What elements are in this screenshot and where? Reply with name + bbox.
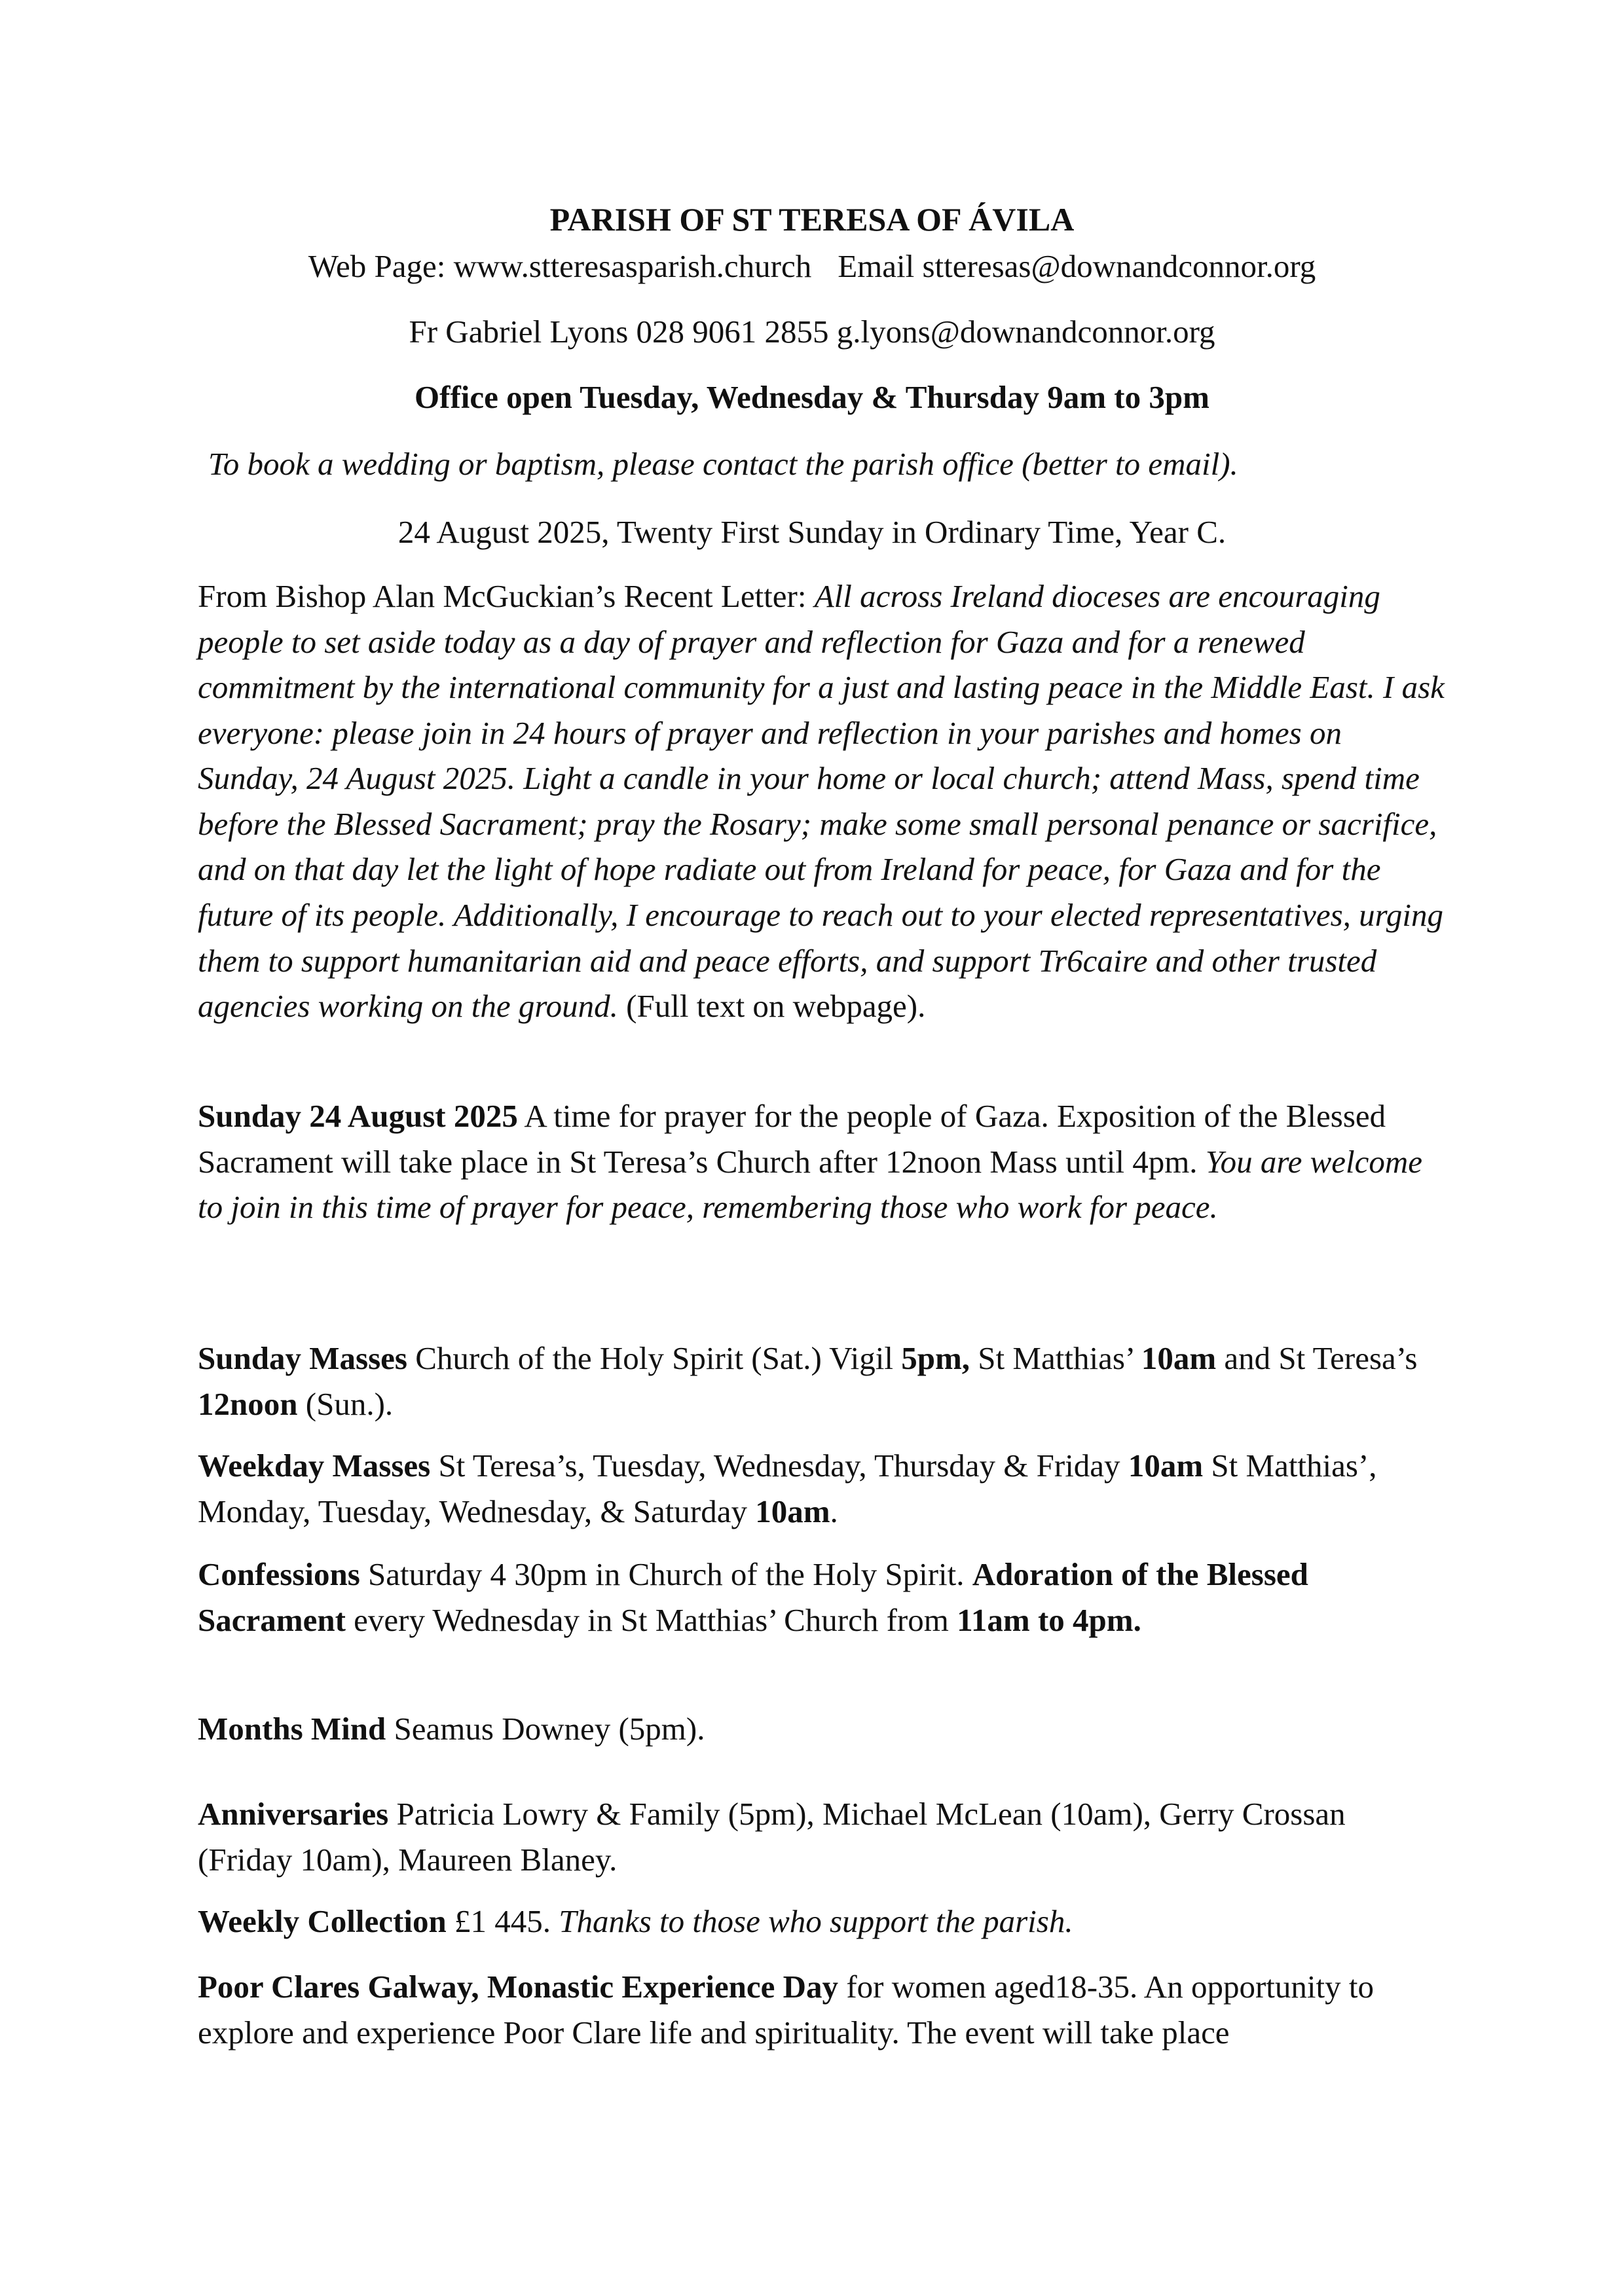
bishop-quote: All across Ireland dioceses are encouraging people to set aside today as a day of prayer and reflection for Gaza and for a renewed commitment by the international community for a just and lasting peace in the Middle East. I ask everyone: please join in 24 hours of prayer and reflection in your parishes and homes on Sunday, 24 August 2025. Light a candle in your home or local church; attend Mass, spend time before the Blessed Sacrament; pray the Rosary; make some small personal penance or sacrifice, and on that day let the light of hope radiate out from Ireland for peace, for Gaza and for the future of its people. Additionally, I encourage to reach out to your elected representatives, urging them to support humanitarian aid and peace efforts, and support Tr6caire and other trusted agencies working on the ground. (198, 578, 1445, 1025)
gaza-italic: You are welcome to join in this time of prayer for peace, remembering those who work for peace. (198, 1143, 1422, 1226)
sunday-heading: Sunday Masses (198, 1340, 407, 1376)
priest-contact: Fr Gabriel Lyons 028 9061 2855 g.lyons@downandconnor.org (409, 314, 1215, 350)
anniversaries (198, 1791, 1445, 1882)
bishop-letter (198, 574, 1445, 1029)
anniversaries-text: Patricia Lowry & Family (5pm), Michael McLean (10am), Gerry Crossan (Friday 10am), Maureen Blaney. (198, 1796, 1346, 1878)
adoration-time: 11am to 4pm. (957, 1601, 1141, 1638)
date-line: 24 August 2025, Twenty First Sunday in Ordinary Time, Year C. (397, 514, 1227, 550)
sunday-text-3: and St Teresa’s (1216, 1340, 1418, 1376)
weekday-heading: Weekday Masses (198, 1448, 431, 1484)
collection-heading: Weekly Collection (198, 1903, 447, 1939)
weekday-text-1: St Teresa’s, Tuesday, Wednesday, Thursday & Friday (430, 1448, 1128, 1484)
weekday-time-2: 10am (755, 1493, 830, 1529)
office-hours: Office open Tuesday, Wednesday & Thursday 9am to 3pm (415, 379, 1209, 415)
gaza-prayer-notice (198, 1093, 1445, 1230)
adoration-heading: Adoration of the Blessed Sacrament (198, 1556, 1308, 1638)
poor-clares-text: for women aged18-35. An opportunity to explore and experience Poor Clare life and spirituality. The event will take place (198, 1969, 1374, 2050)
contact-web-line (0, 244, 1624, 289)
weekday-masses (198, 1443, 1445, 1534)
confessions-heading: Confessions (198, 1556, 360, 1592)
sunday-time-2: 10am (1141, 1340, 1217, 1376)
confessions-text-2: every Wednesday in St Matthias’ Church from (345, 1601, 957, 1638)
bishop-suffix: (Full text on webpage). (618, 988, 926, 1025)
weekday-text-2: St Matthias’, Monday, Tuesday, Wednesday, & Saturday (198, 1448, 1377, 1529)
booking-notice: To book a wedding or baptism, please contact the parish office (better to email). (208, 446, 1238, 482)
sunday-time-3: 12noon (198, 1385, 298, 1422)
collection-thanks: Thanks to those who support the parish. (559, 1903, 1073, 1939)
gaza-heading: Sunday 24 August 2025 (198, 1098, 518, 1134)
weekday-text-3: . (830, 1493, 838, 1529)
months-mind-heading: Months Mind (198, 1711, 386, 1747)
months-mind (198, 1706, 1445, 1752)
sunday-text-1: Church of the Holy Spirit (Sat.) Vigil (407, 1340, 902, 1376)
poor-clares-heading: Poor Clares Galway, Monastic Experience Day (198, 1969, 839, 2005)
poor-clares-notice (198, 1964, 1445, 2055)
page-title: PARISH OF ST TERESA OF ÁVILA (549, 201, 1075, 238)
email-link[interactable]: Email stteresas@downandconnor.org (838, 248, 1316, 284)
collection-amount: £1 445. (446, 1903, 559, 1939)
weekly-collection (198, 1899, 1445, 1944)
gaza-text: A time for prayer for the people of Gaza. Exposition of the Blessed Sacrament will take place in St Teresa’s Church after 12noon Mass until 4pm. (198, 1098, 1386, 1180)
months-mind-text: Seamus Downey (5pm). (386, 1711, 705, 1747)
web-page-link[interactable]: Web Page: www.stteresasparish.church (308, 248, 812, 284)
sunday-text-2: St Matthias’ (970, 1340, 1141, 1376)
bishop-intro: From Bishop Alan McGuckian’s Recent Letter: (198, 578, 815, 614)
confessions-text-1: Saturday 4 30pm in Church of the Holy Spirit. (360, 1556, 972, 1592)
sunday-masses (198, 1336, 1445, 1427)
sunday-text-4: (Sun.). (297, 1385, 394, 1422)
anniversaries-heading: Anniversaries (198, 1796, 389, 1832)
sunday-time-1: 5pm, (901, 1340, 970, 1376)
confessions-adoration (198, 1552, 1445, 1643)
weekday-time-1: 10am (1128, 1448, 1204, 1484)
